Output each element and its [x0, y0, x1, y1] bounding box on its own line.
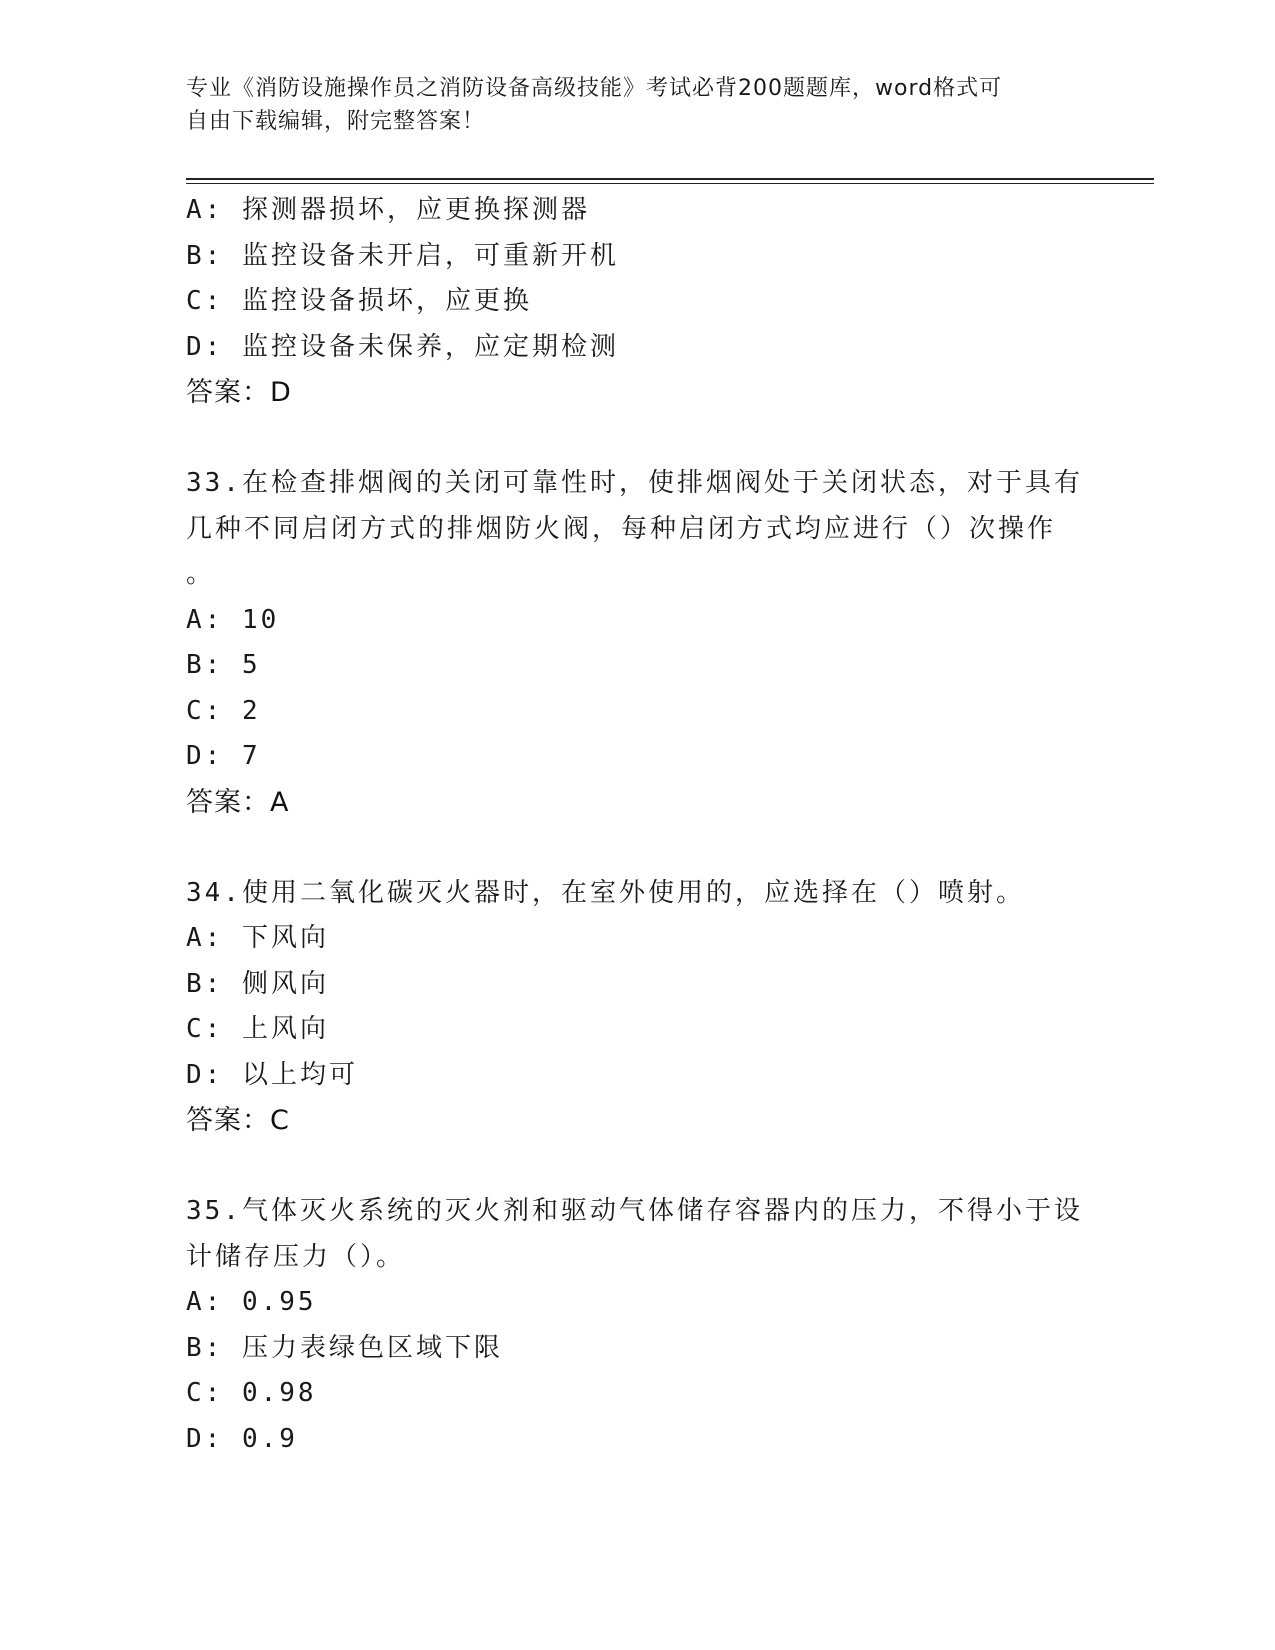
question-stem-line: 34.使用二氧化碳灭火器时，在室外使用的，应选择在（）喷射。 — [186, 877, 1025, 908]
option-a: A: 下风向 — [186, 923, 329, 953]
answer-line: 答案：C — [186, 1105, 290, 1136]
spacer — [186, 416, 1086, 462]
option-a: A: 0.95 — [186, 1287, 317, 1317]
question-35 — [186, 1189, 1086, 1462]
option-c: C: 上风向 — [186, 1014, 329, 1044]
header-line-2: 自由下载编辑，附完整答案！ — [186, 109, 486, 134]
spacer — [186, 1144, 1086, 1190]
option-d: D: 0.9 — [186, 1423, 298, 1454]
option-b: B: 侧风向 — [186, 968, 329, 999]
header-divider-thin — [186, 183, 1154, 184]
question-stem-line: 几种不同启闭方式的排烟防火阀，每种启闭方式均应进行（）次操作 — [186, 513, 1057, 544]
answer-line: 答案：D — [186, 377, 292, 408]
option-a: A: 探测器损坏，应更换探测器 — [186, 195, 590, 225]
document-body — [186, 188, 1086, 1462]
option-d: D: 7 — [186, 741, 261, 771]
option-b: B: 监控设备未开启，可重新开机 — [186, 240, 619, 271]
document-header — [186, 72, 1066, 138]
question-34 — [186, 871, 1086, 1144]
option-d: D: 监控设备未保养，应定期检测 — [186, 331, 619, 362]
option-c: C: 2 — [186, 695, 261, 726]
header-line-1: 专业《消防设施操作员之消防设备高级技能》考试必背200题题库，word格式可 — [186, 76, 1003, 101]
option-b: B: 5 — [186, 650, 261, 680]
question-33 — [186, 461, 1086, 825]
header-divider-thick — [186, 178, 1154, 180]
question-stem-line: 35.气体灭火系统的灭火剂和驱动气体储存容器内的压力，不得小于设 — [186, 1196, 1083, 1226]
question-32-continued — [186, 188, 1086, 416]
question-stem-line: 。 — [186, 559, 216, 589]
option-c: C: 0.98 — [186, 1378, 317, 1408]
option-a: A: 10 — [186, 604, 280, 635]
question-stem-line: 计储存压力（）。 — [186, 1241, 406, 1272]
option-b: B: 压力表绿色区域下限 — [186, 1332, 503, 1363]
question-stem-line: 33.在检查排烟阀的关闭可靠性时，使排烟阀处于关闭状态，对于具有 — [186, 468, 1083, 498]
option-d: D: 以上均可 — [186, 1059, 358, 1090]
spacer — [186, 825, 1086, 871]
answer-line: 答案：A — [186, 786, 290, 818]
option-c: C: 监控设备损坏，应更换 — [186, 286, 532, 316]
